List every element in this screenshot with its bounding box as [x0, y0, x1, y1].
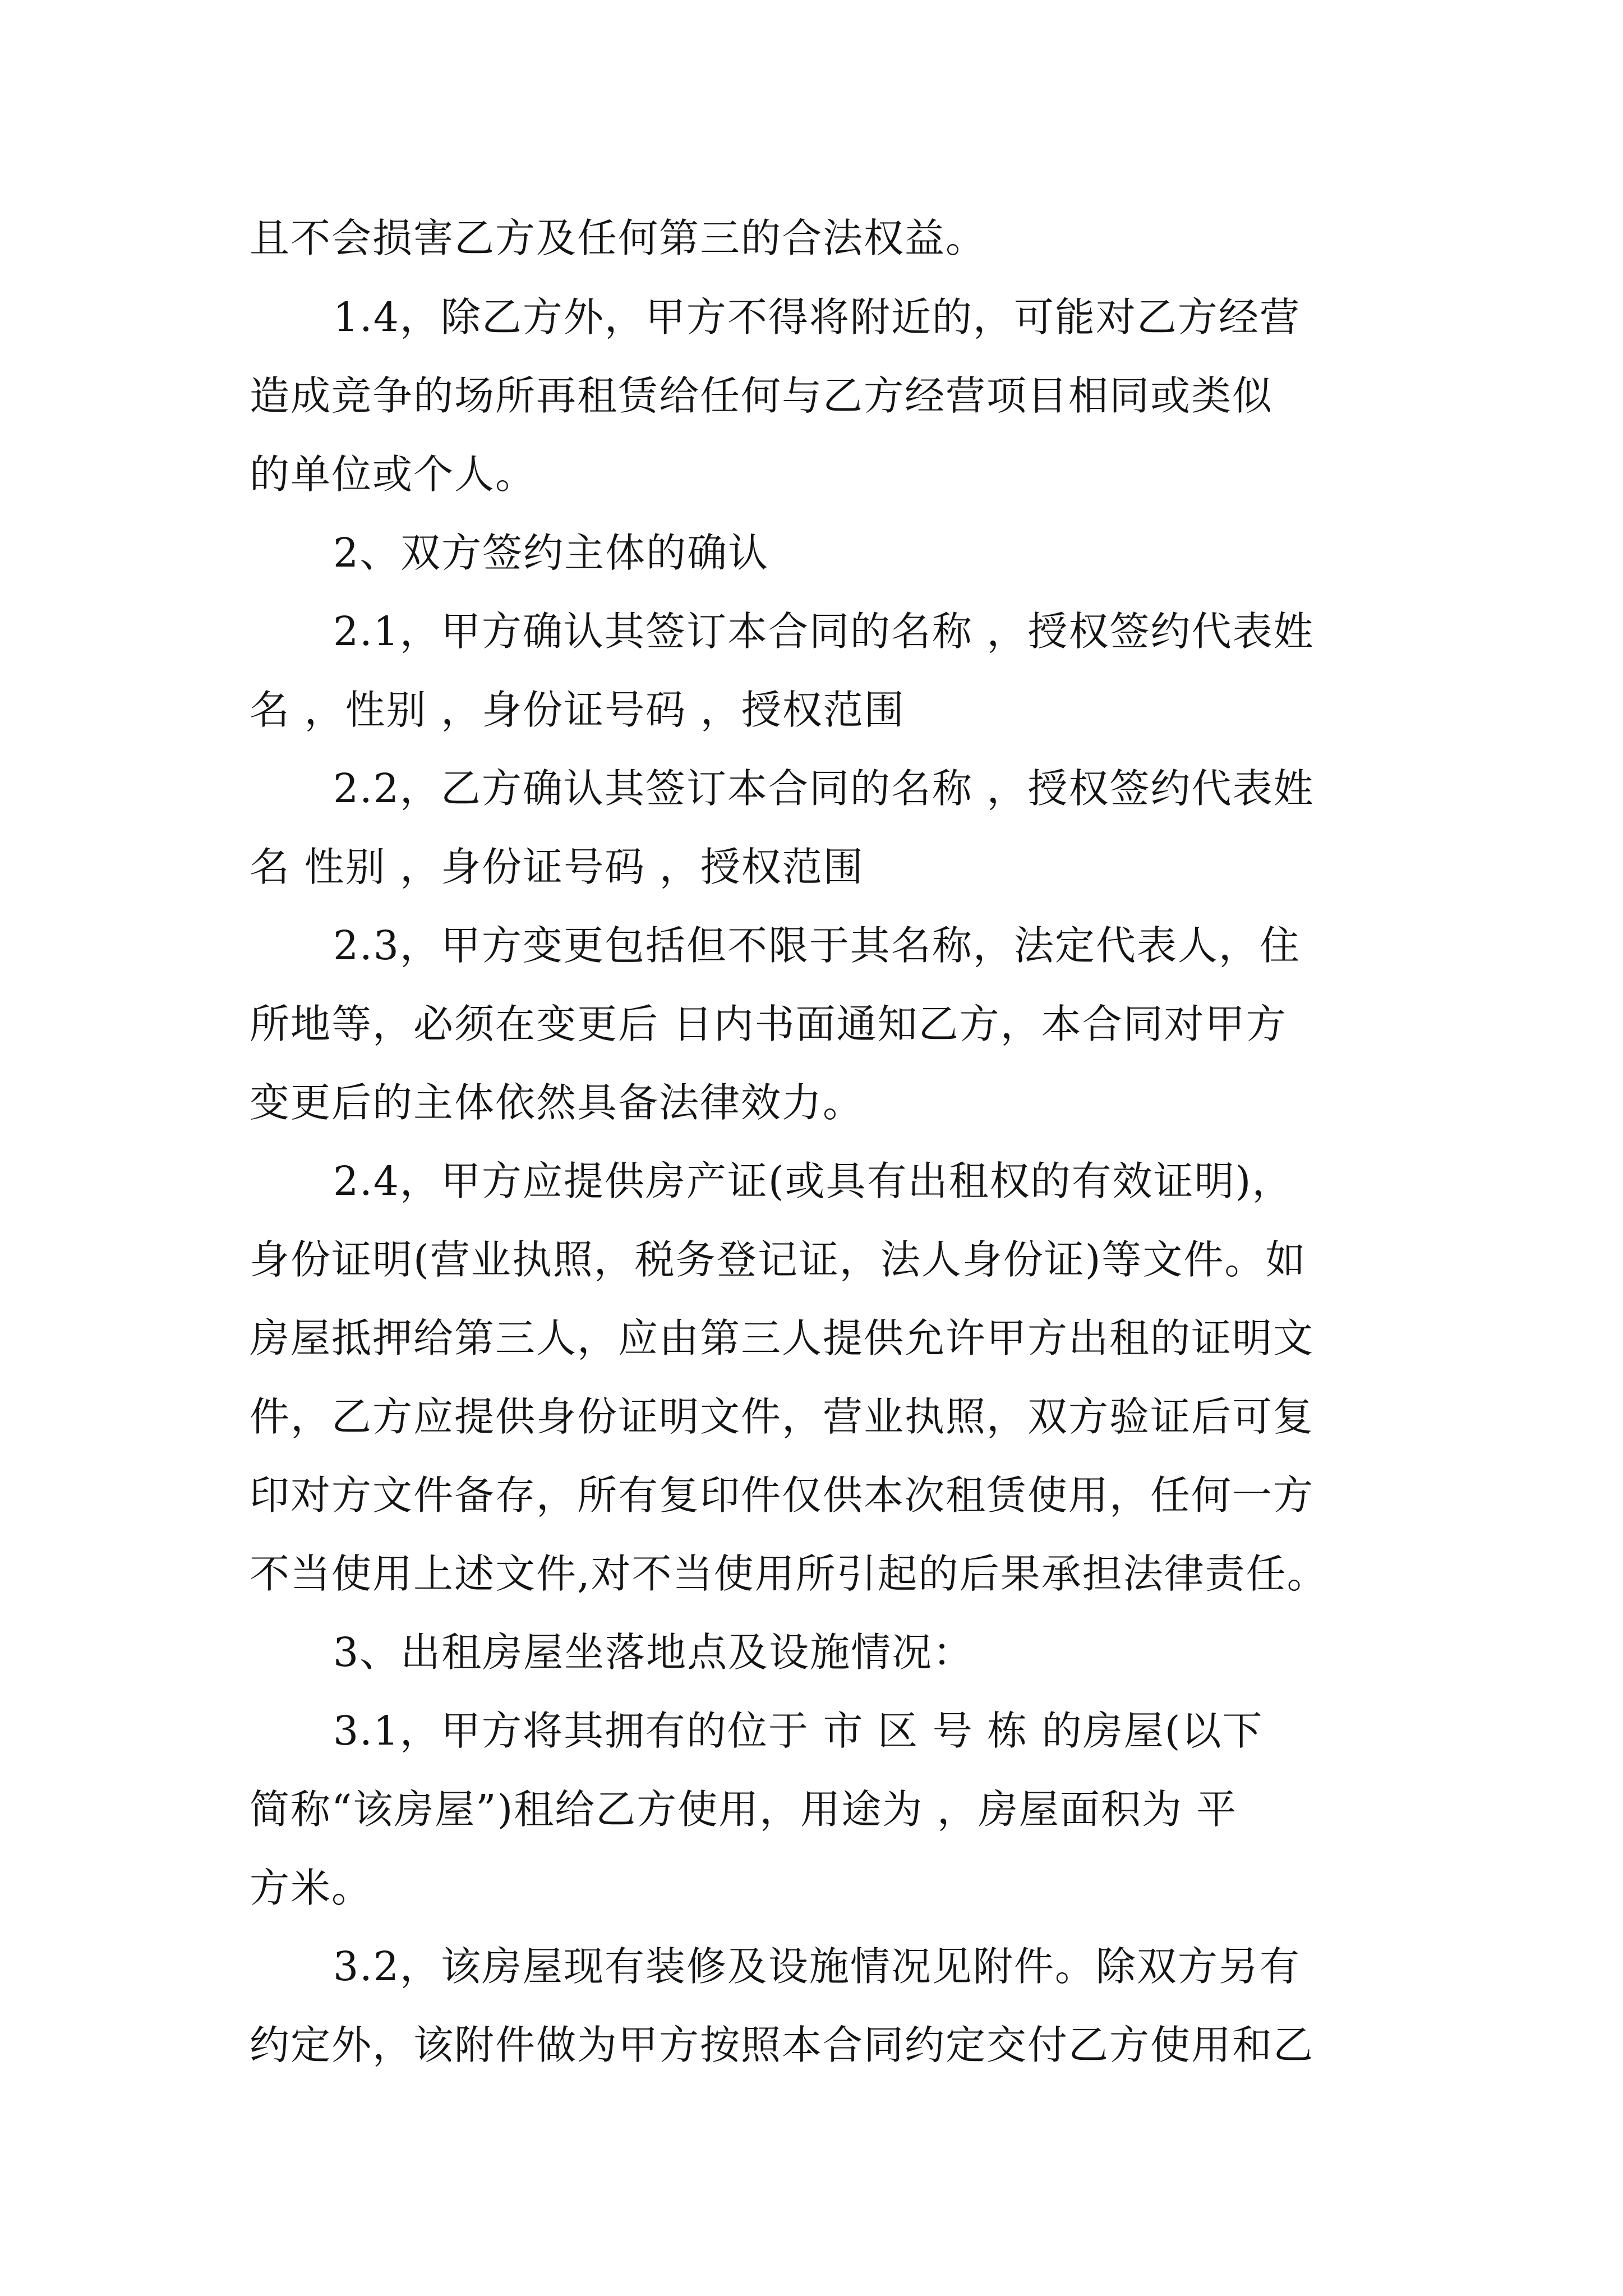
text-line: 简称“该房屋”)租给乙方使用，用途为 ，房屋面积为 平	[250, 1786, 1238, 1833]
text-line: 3.2，该房屋现有装修及设施情况见附件。除双方另有	[333, 1943, 1301, 1990]
text-line: 方米。	[250, 1865, 373, 1911]
text-line: 身份证明(营业执照，税务登记证，法人身份证)等文件。如	[250, 1236, 1307, 1283]
text-line: 2.2，乙方确认其签订本合同的名称 ，授权签约代表姓	[333, 765, 1315, 812]
text-line: 2.3，甲方变更包括但不限于其名称，法定代表人，住	[333, 922, 1301, 969]
text-line: 3.1，甲方将其拥有的位于 市 区 号 栋 的房屋(以下	[333, 1708, 1264, 1754]
text-line: 名 ，性别 ，身份证号码 ，授权范围	[250, 687, 905, 733]
section-heading: 2、双方签约主体的确认	[333, 530, 769, 576]
text-line: 印对方文件备存，所有复印件仅供本次租赁使用，任何一方	[250, 1472, 1315, 1519]
text-line: 造成竞争的场所再租赁给任何与乙方经营项目相同或类似	[250, 372, 1274, 419]
text-line: 的单位或个人。	[250, 451, 537, 498]
text-line: 2.4，甲方应提供房产证(或具有出租权的有效证明)，	[333, 1158, 1293, 1204]
text-line: 件，乙方应提供身份证明文件，营业执照，双方验证后可复	[250, 1393, 1315, 1440]
text-line: 且不会损害乙方及任何第三的合法权益。	[250, 215, 987, 261]
text-line: 名 性别 ，身份证号码 ，授权范围	[250, 844, 864, 890]
text-line: 房屋抵押给第三人，应由第三人提供允许甲方出租的证明文	[250, 1315, 1315, 1361]
text-line: 1.4，除乙方外，甲方不得将附近的，可能对乙方经营	[333, 294, 1301, 341]
text-line: 不当使用上述文件,对不当使用所引起的后果承担法律责任。	[250, 1550, 1328, 1597]
text-line: 所地等，必须在变更后 日内书面通知乙方，本合同对甲方	[250, 1001, 1287, 1047]
text-line: 2.1，甲方确认其签订本合同的名称 ，授权签约代表姓	[333, 608, 1315, 655]
section-heading: 3、出租房屋坐落地点及设施情况：	[333, 1629, 974, 1676]
text-line: 约定外，该附件做为甲方按照本合同约定交付乙方使用和乙	[250, 2022, 1315, 2068]
text-line: 变更后的主体依然具备法律效力。	[250, 1079, 864, 1126]
